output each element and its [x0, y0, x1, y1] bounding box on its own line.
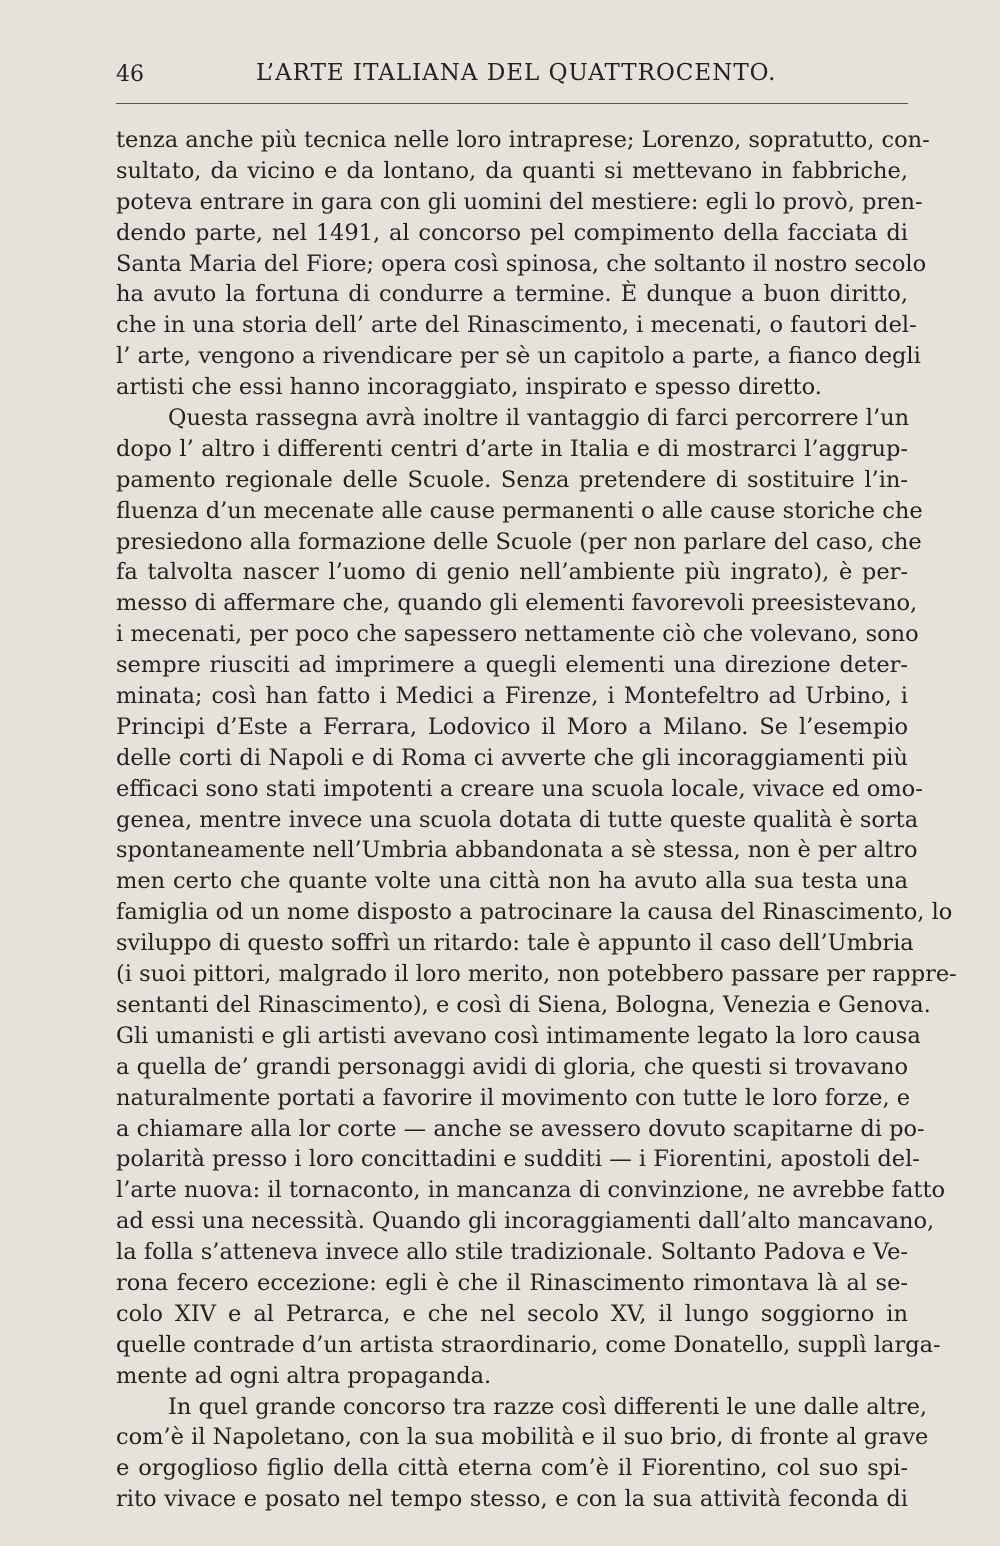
text-line: delle corti di Napoli e di Roma ci avverte che gli incoraggiamenti più: [116, 744, 908, 771]
text-line: sempre riusciti ad imprimere a quegli elementi una direzione deter-: [116, 652, 908, 679]
text-line: (i suoi pittori, malgrado il loro merito, non potebbero passare per rappre-: [116, 961, 957, 988]
paragraph-start-line: Questa rassegna avrà inoltre il vantaggio di farci percorrere l’un: [168, 405, 910, 432]
text-line: l’ arte, vengono a rivendicare per sè un capitolo a parte, a fianco degli: [116, 343, 921, 370]
text-line: che in una storia dell’ arte del Rinascimento, i mecenati, o fautori del-: [116, 312, 917, 339]
text-line: minata; così han fatto i Medici a Firenze, i Montefeltro ad Urbino, i: [116, 683, 908, 710]
text-line: ha avuto la fortuna di condurre a termine. È dunque a buon diritto,: [116, 281, 908, 308]
text-line: genea, mentre invece una scuola dotata di tutte queste qualità è sorta: [116, 806, 919, 833]
text-line: i mecenati, per poco che sapessero nettamente ciò che volevano, sono: [116, 621, 919, 648]
page-header: [116, 56, 908, 96]
text-line: a quella de’ grandi personaggi avidi di gloria, che questi si trovavano: [116, 1053, 909, 1080]
running-head: L’ARTE ITALIANA DEL QUATTROCENTO.: [256, 60, 777, 86]
text-line: pamento regionale delle Scuole. Senza pretendere di sostituire l’in-: [116, 466, 908, 493]
text-line: Gli umanisti e gli artisti avevano così intimamente legato la loro causa: [116, 1022, 921, 1049]
text-line: dopo l’ altro i differenti centri d’arte in Italia e di mostrarci l’aggrup-: [116, 435, 908, 462]
text-line: com’è il Napoletano, con la sua mobilità e il suo brio, di fronte al grave: [116, 1424, 929, 1451]
text-line: famiglia od un nome disposto a patrocinare la causa del Rinascimento, lo: [116, 899, 953, 926]
text-line: rito vivace e posato nel tempo stesso, e con la sua attività feconda di: [116, 1486, 908, 1513]
text-line: messo di affermare che, quando gli elementi favorevoli preesistevano,: [116, 590, 918, 617]
body-text: [116, 125, 957, 1515]
text-line: polarità presso i loro concittadini e sudditi — i Fiorentini, apostoli del-: [116, 1146, 920, 1173]
text-line: naturalmente portati a favorire il movimento con tutte le loro forze, e: [116, 1084, 911, 1111]
paragraph-end-line: artisti che essi hanno incoraggiato, inspirato e spesso diretto.: [116, 374, 822, 401]
text-line: quelle contrade d’un artista straordinario, come Donatello, supplì larga-: [116, 1331, 941, 1358]
text-line: a chiamare alla lor corte — anche se avessero dovuto scapitarne di po-: [116, 1115, 925, 1142]
text-line: rona fecero eccezione: egli è che il Rinascimento rimontava là al se-: [116, 1269, 908, 1296]
text-line: ad essi una necessità. Quando gli incoraggiamenti dall’alto mancavano,: [116, 1208, 935, 1235]
text-line: sentanti del Rinascimento), e così di Siena, Bologna, Venezia e Genova.: [116, 991, 931, 1018]
text-line: spontaneamente nell’Umbria abbandonata a sè stessa, non è per altro: [116, 837, 918, 864]
text-line: e orgoglioso figlio della città eterna com’è il Fiorentino, col suo spi-: [116, 1455, 908, 1482]
text-line: Principi d’Este a Ferrara, Lodovico il Moro a Milano. Se l’esempio: [116, 713, 908, 740]
text-line: sultato, da vicino e da lontano, da quanti si mettevano in fabbriche,: [116, 157, 908, 184]
text-line: la folla s’atteneva invece allo stile tradizionale. Soltanto Padova e Ve-: [116, 1239, 908, 1266]
text-line: Santa Maria del Fiore; opera così spinosa, che soltanto il nostro secolo: [116, 250, 927, 277]
page-number: 46: [116, 62, 144, 87]
text-line: men certo che quante volte una città non ha avuto alla sua testa una: [116, 868, 908, 895]
text-line: presiedono alla formazione delle Scuole (per non parlare del caso, che: [116, 528, 922, 555]
text-line: colo XIV e al Petrarca, e che nel secolo XV, il lungo soggiorno in: [116, 1300, 908, 1327]
text-line: fluenza d’un mecenate alle cause permanenti o alle cause storiche che: [116, 497, 923, 524]
text-line: sviluppo di questo soffrì un ritardo: tale è appunto il caso dell’Umbria: [116, 930, 914, 957]
text-line: efficaci sono stati impotenti a creare una scuola locale, vivace ed omo-: [116, 775, 923, 802]
text-line: poteva entrare in gara con gli uomini del mestiere: egli lo provò, pren-: [116, 188, 923, 215]
paragraph-end-line: mente ad ogni altra propaganda.: [116, 1362, 492, 1389]
header-rule: [116, 103, 908, 104]
text-line: tenza anche più tecnica nelle loro intraprese; Lorenzo, sopratutto, con-: [116, 127, 930, 153]
text-line: l’arte nuova: il tornaconto, in mancanza di convinzione, ne avrebbe fatto: [116, 1177, 946, 1204]
paragraph-start-line: In quel grande concorso tra razze così differenti le une dalle altre,: [168, 1393, 928, 1420]
text-line: fa talvolta nascer l’uomo di genio nell’ambiente più ingrato), è per-: [116, 559, 908, 586]
text-line: dendo parte, nel 1491, al concorso pel compimento della facciata di: [116, 219, 908, 246]
